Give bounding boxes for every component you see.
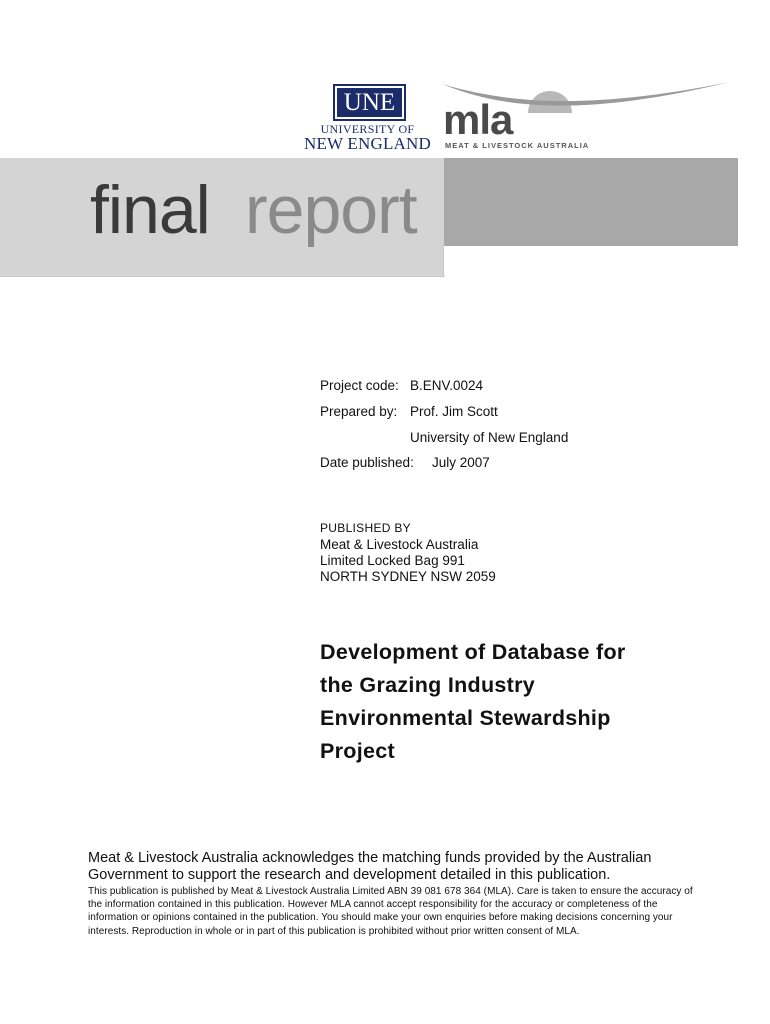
acknowledgement-text: Meat & Livestock Australia acknowledges the matching funds provided by the Australian Government to support the research and development detailed in this publication.: [88, 850, 652, 883]
date-published-label: Date published:: [320, 455, 414, 470]
document-title: [320, 636, 750, 768]
document-title-line-4: Project: [320, 739, 395, 763]
publisher-line-2: Limited Locked Bag 991: [320, 553, 465, 568]
une-logo-line1: UNIVERSITY OF: [320, 122, 415, 136]
date-published-value: July 2007: [432, 455, 490, 470]
document-title-line-3: Environmental Stewardship: [320, 706, 611, 730]
une-logo-line2: NEW ENGLAND: [303, 134, 431, 153]
publisher-line-1: Meat & Livestock Australia: [320, 537, 479, 552]
banner-dark-panel: [444, 158, 738, 246]
document-title-line-1: Development of Database for: [320, 640, 626, 664]
prepared-by-label: Prepared by:: [320, 404, 398, 419]
project-code-value: B.ENV.0024: [410, 378, 484, 393]
une-logo-abbr: UNE: [343, 88, 396, 116]
publisher-line-3: NORTH SYDNEY NSW 2059: [320, 569, 496, 584]
prepared-by-name: Prof. Jim Scott: [410, 404, 498, 419]
banner-side-rule: [443, 246, 444, 277]
published-by-heading: PUBLISHED BY: [320, 521, 411, 535]
banner-title-report: report: [245, 172, 417, 248]
mla-logo-tagline: MEAT & LIVESTOCK AUSTRALIA: [445, 141, 590, 150]
prepared-by-org: University of New England: [410, 430, 569, 445]
document-title-line-2: the Grazing Industry: [320, 673, 536, 697]
banner-bottom-rule: [0, 276, 445, 277]
une-logo-badge: [333, 84, 406, 121]
disclaimer-text: This publication is published by Meat & Livestock Australia Limited ABN 39 081 678 364 (MLA). Care is taken to ensure the accuracy of the information contained in this publication. However MLA cannot accept responsibility for the accuracy or completeness of the information or opinions contained in the publication. You should make your own enquiries before making decisions concerning your interests. Reproduction in whole or in part of this publication is prohibited without prior written consent of MLA.: [88, 886, 693, 937]
project-code-label: Project code:: [320, 378, 399, 393]
banner-title-final: final: [90, 172, 210, 248]
mla-logo-word: mla: [443, 96, 513, 143]
